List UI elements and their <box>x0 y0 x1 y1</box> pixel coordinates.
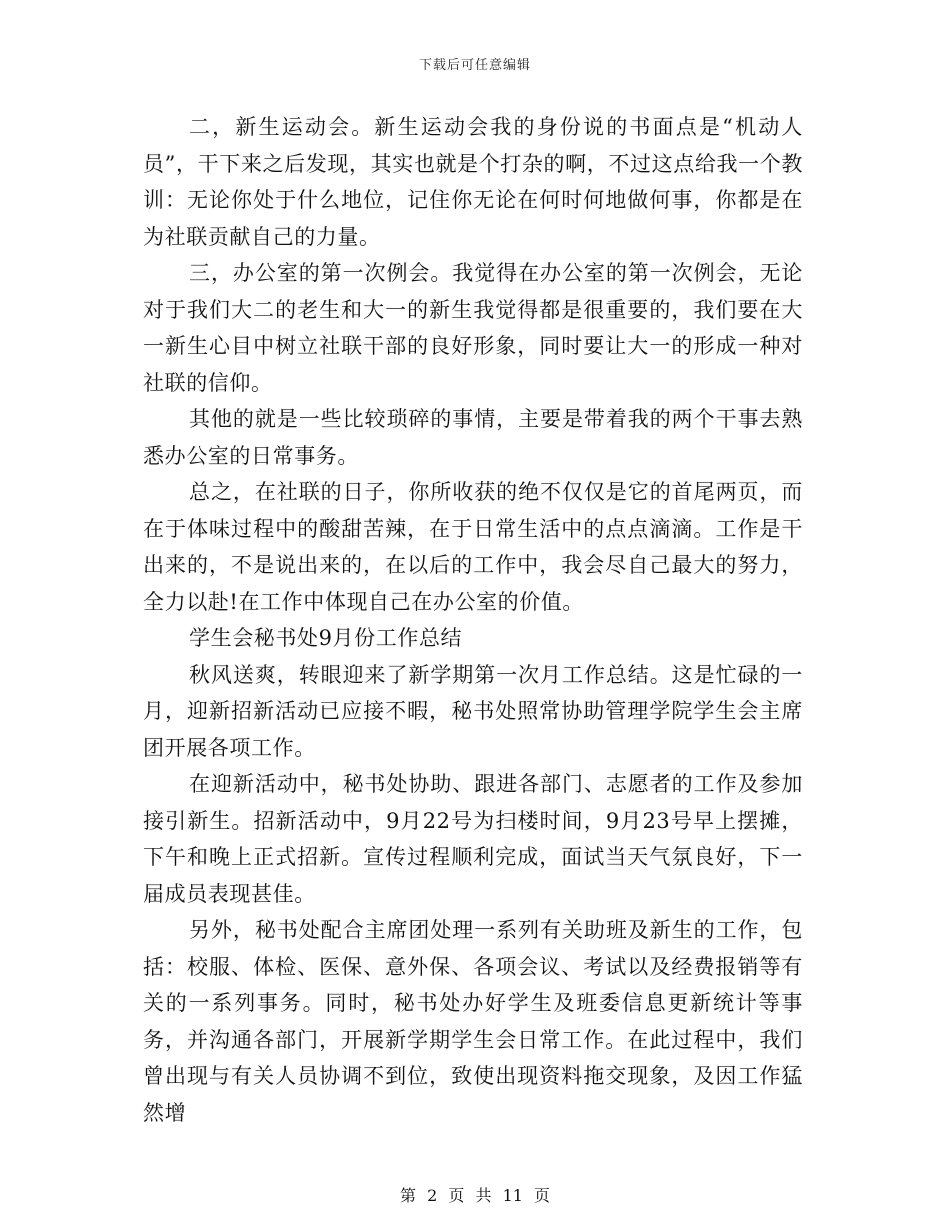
paragraph-sports-meet: 二，新生运动会。新生运动会我的身份说的书面点是“机动人员”，干下来之后发现，其实也就是个打杂的啊，不过这点给我一个教训：无论你处于什么地位，记住你无论在何时何地做何事，你都是在为社联贡献自己的力量。 <box>143 115 803 249</box>
paragraph-first-meeting: 三，办公室的第一次例会。我觉得在办公室的第一次例会，无论对于我们大二的老生和大一的新生我觉得都是很重要的，我们要在大一新生心目中树立社联干部的良好形象，同时要让大一的形成一种对社联的信仰。 <box>143 261 803 395</box>
paragraph-conclusion: 总之，在社联的日子，你所收获的绝不仅仅是它的首尾两页，而在于体味过程中的酸甜苦辣，在于日常生活中的点点滴滴。工作是干出来的，不是说出来的，在以后的工作中，我会尽自己最大的努力，全力以赴!在工作中体现自己在办公室的价值。 <box>143 480 803 614</box>
paragraph-additional-work: 另外，秘书处配合主席团处理一系列有关助班及新生的工作，包括：校服、体检、医保、意外保、各项会议、考试以及经费报销等有关的一系列事务。同时，秘书处办好学生及班委信息更新统计等事务，并沟通各部门，开展新学期学生会日常工作。在此过程中，我们曾出现与有关人员协调不到位，致使出现资料拖交现象，及因工作猛然增 <box>143 918 803 1125</box>
page-label-page: 页 <box>448 1186 465 1205</box>
section-title: 学生会秘书处9月份工作总结 <box>189 626 463 650</box>
page-total-number: 11 <box>502 1186 523 1205</box>
page-current-number: 2 <box>427 1186 438 1205</box>
paragraph-autumn-intro: 秋风送爽，转眼迎来了新学期第一次月工作总结。这是忙碌的一月，迎新招新活动已应接不暇，秘书处照常协助管理学院学生会主席团开展各项工作。 <box>143 662 803 760</box>
page-label-suffix: 页 <box>534 1186 551 1205</box>
paragraph-other-matters: 其他的就是一些比较琐碎的事情，主要是带着我的两个干事去熟悉办公室的日常事务。 <box>143 407 803 468</box>
paragraph-welcome-activities: 在迎新活动中，秘书处协助、跟进各部门、志愿者的工作及参加接引新生。招新活动中，9月22号为扫楼时间，9月23号早上摆摊，下午和晚上正式招新。宣传过程顺利完成，面试当天气氛良好，下一届成员表现甚佳。 <box>143 772 803 906</box>
page-footer <box>0 1183 950 1206</box>
page-label-total: 共 <box>475 1186 492 1205</box>
page-label-prefix: 第 <box>399 1186 416 1205</box>
page-header: 下载后可任意编辑 <box>418 58 531 73</box>
document-body <box>143 109 803 1131</box>
